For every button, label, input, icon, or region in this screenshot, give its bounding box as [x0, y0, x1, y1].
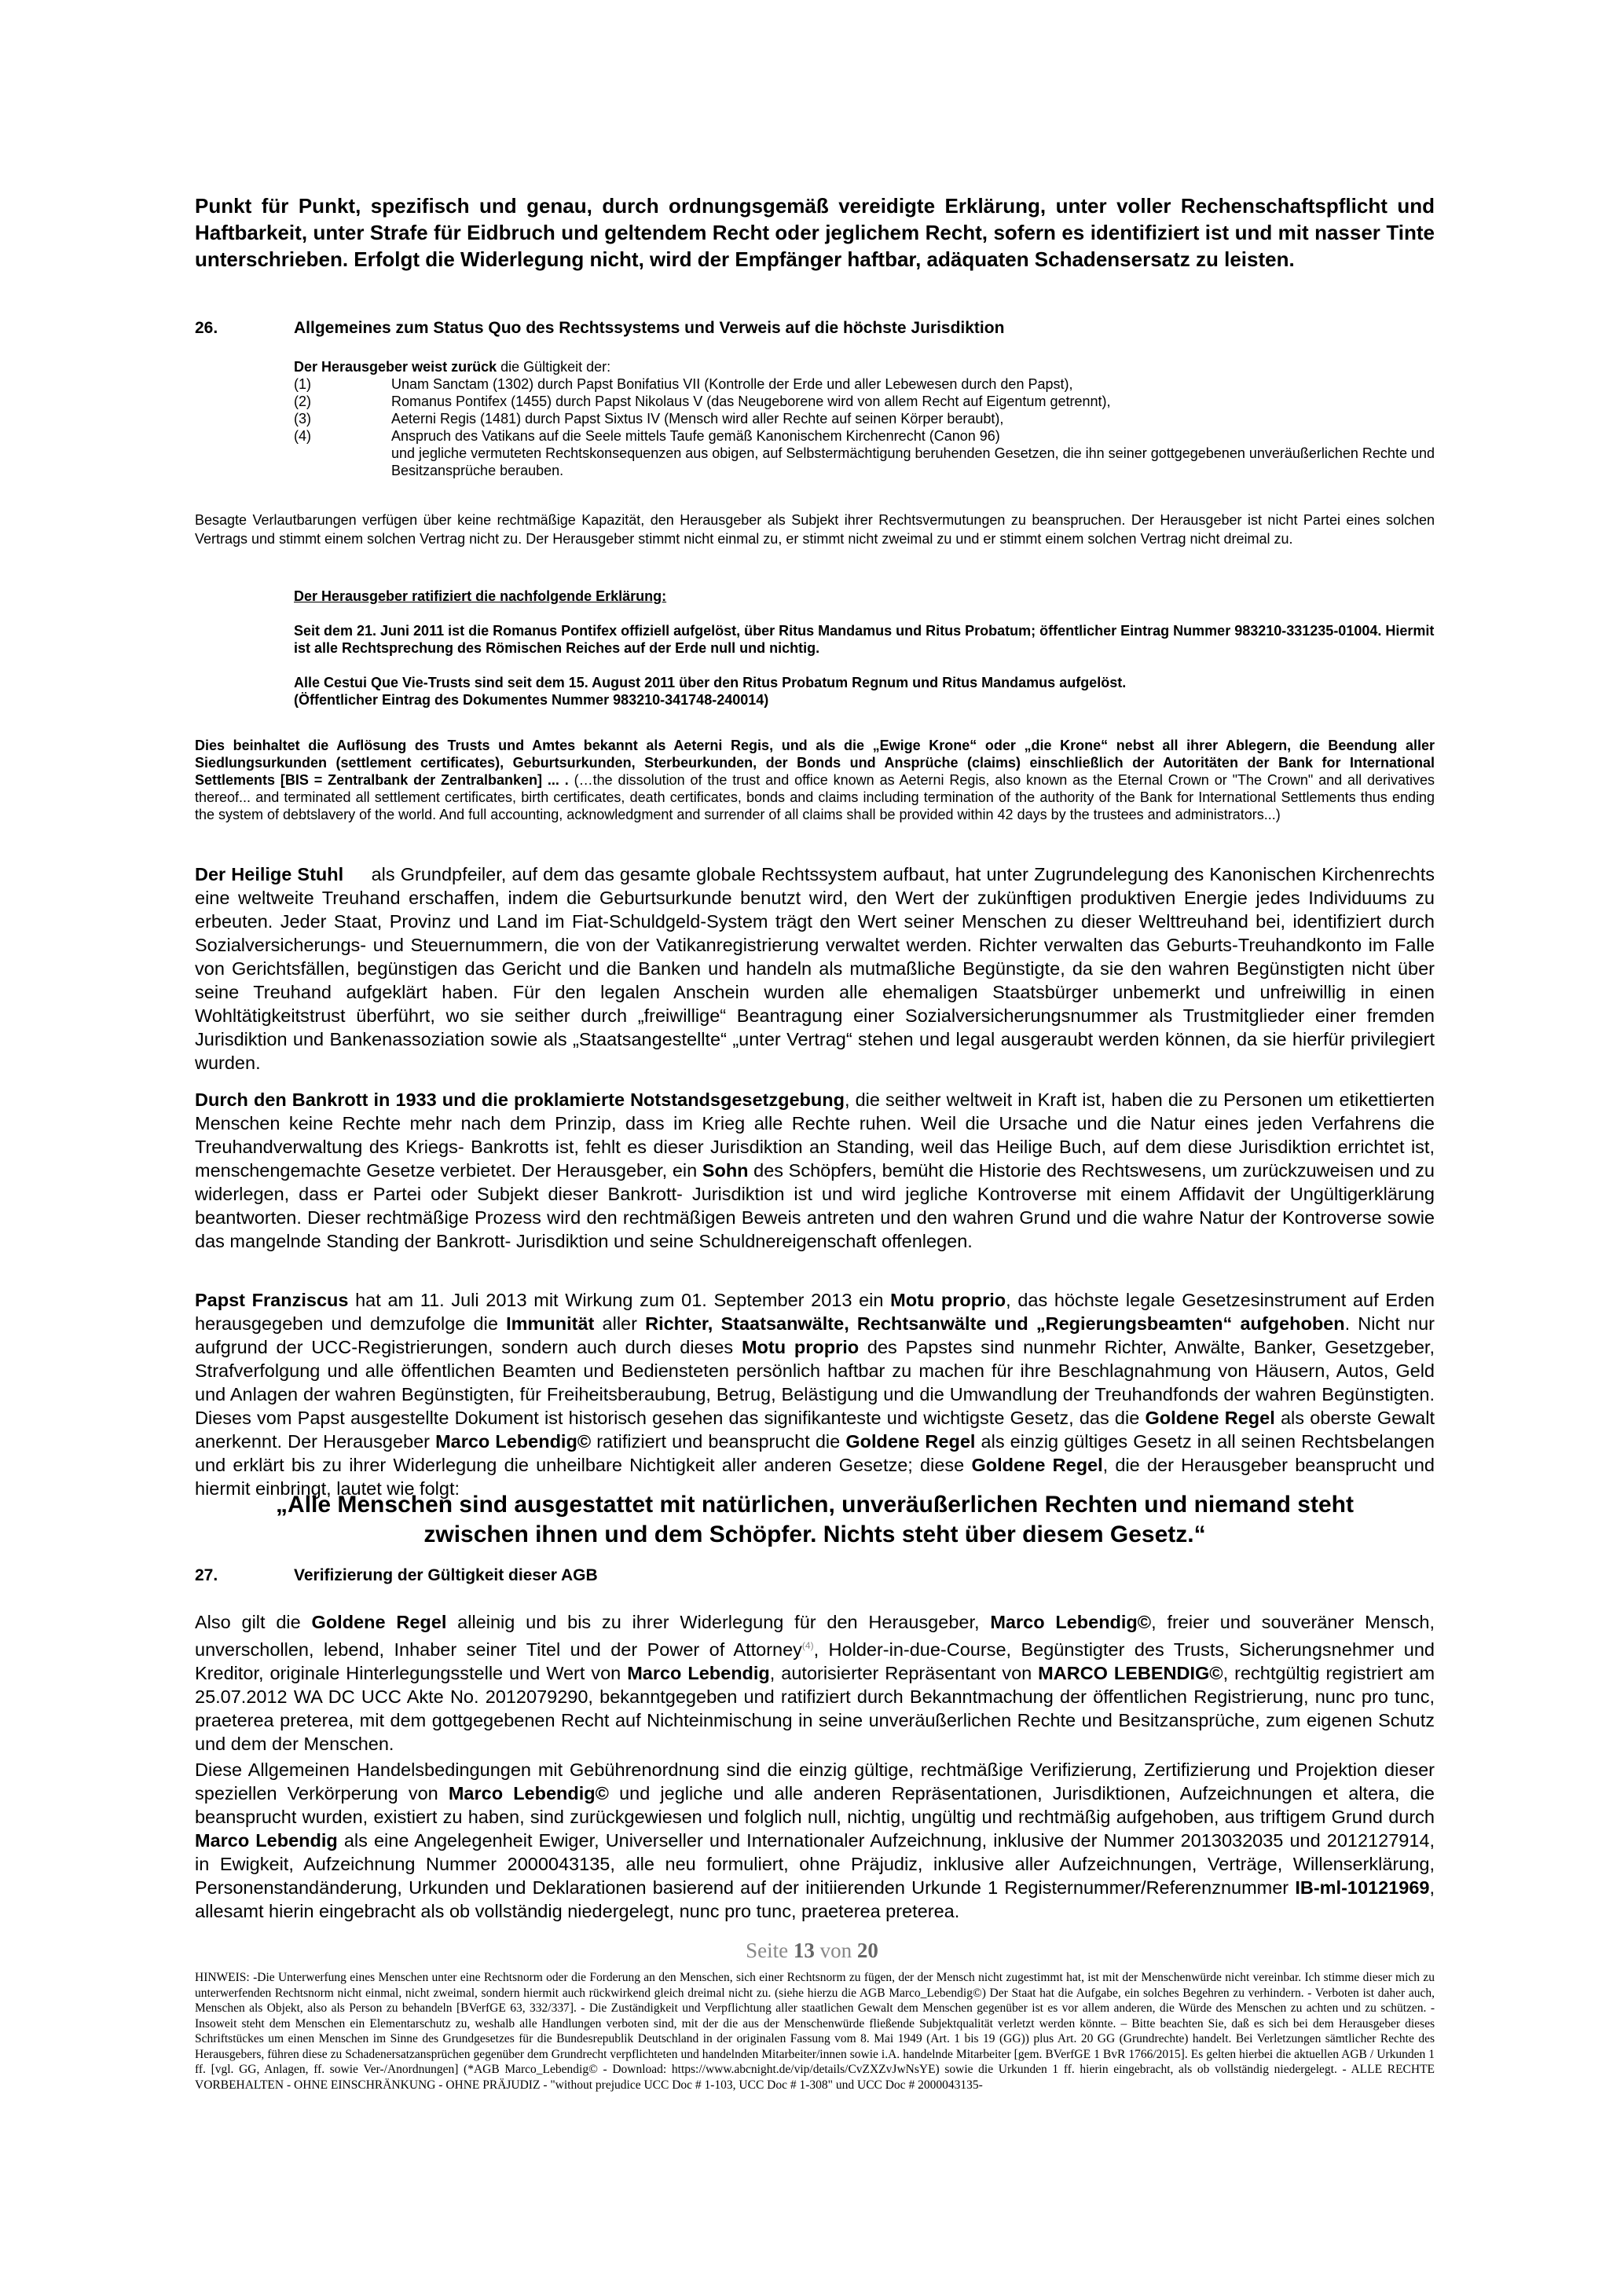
also-paragraph: Also gilt die Goldene Regel alleinig und bis zu ihrer Widerlegung für den Herausgeber, Marco Lebendig©, freier und souveräner Mensch, unverschollen, lebend, Inhaber seiner Titel und der Power of Attorney$^{(4)}$, Holder-in-due-Course, Begünstigter des Trusts, Sicherungsnehmer und Kreditor, originale Hinterlegungsstelle und Wert von Marco Lebendig, autorisierter Repräsentant von MARCO LEBENDIG©, rechtgültig registriert am 25.07.2012 WA DC UCC Akte No. 2012079290, bekanntgegeben und ratifiziert durch Bekanntmachung der öffentlichen Registrierung, nunc pro tunc, praeterea preterea, mit dem gottgegebenen Recht auf Nichteinmischung in seine unveräußerlichen Rechte und Besitzansprüche, zum eigenen Schutz und dem der Menschen.	[195, 1612, 1435, 1754]
pope-francis-paragraph: Papst Franziscus hat am 11. Juli 2013 mit Wirkung zum 01. September 2013 ein Motu proprio, das höchste legale Gesetzesinstrument auf Erden herausgegeben und demzufolge die Immunität aller Richter, Staatsanwälte, Rechtsanwälte und „Regierungsbeamten“ aufgehoben. Nicht nur aufgrund der UCC-Registrierungen, sondern auch durch dieses Motu proprio des Papstes sind nunmehr Richter, Anwälte, Banker, Gesetzgeber, Strafverfolgung und alle öffentlichen Beamten und Bediensteten persönlich haftbar zu machen für ihre Beschlagnahmung von Häusern, Autos, Geld und Anlagen der wahren Begünstigten, für Freiheitsberaubung, Betrug, Belästigung und die Umwandlung der Treuhandfonds der wahren Begünstigten. Dieses vom Papst ausgestellte Dokument ist historisch gesehen das signifikanteste und wichtigste Gesetz, das die Goldene Regel als oberste Gewalt anerkennt. Der Herausgeber Marco Lebendig© ratifiziert und beansprucht die Goldene Regel als einzig gültiges Gesetz in all seinen Rechtsbelangen und erklärt bis zu ihrer Widerlegung die unheilbare Nichtigkeit aller anderen Gesetze; diese Goldene Regel, die der Herausgeber beansprucht und hiermit einbringt, lautet wie folgt:	[195, 1290, 1435, 1499]
statement-paragraph: Besagte Verlautbarungen verfügen über keine rechtmäßige Kapazität, den Herausgeber als Subjekt ihrer Rechtsvermutungen zu beanspruchen. Der Herausgeber ist nicht Partei eines solchen Vertrags und stimmt einem solchen Vertrag nicht zu. Der Herausgeber stimmt nicht einmal zu, er stimmt nicht zweimal zu und er stimmt einem solchen Vertrag nicht dreimal zu.	[195, 512, 1435, 547]
section-26-heading	[195, 317, 1435, 339]
list-item: (3) Aeterni Regis (1481) durch Papst Sixtus IV (Mensch wird aller Rechte auf seinen Körper beraubt),	[294, 411, 1004, 427]
intro-paragraph: Punkt für Punkt, spezifisch und genau, durch ordnungsgemäß vereidigte Erklärung, unter voller Rechenschaftspflicht und Haftbarkeit, unter Strafe für Eidbruch und geltendem Recht oder jeglichem Recht, sofern es identifiziert ist und mit nasser Tinte unterschrieben. Erfolgt die Widerlegung nicht, wird der Empfänger haftbar, adäquaten Schadensersatz zu leisten.	[195, 194, 1435, 271]
section-number: 27.	[195, 1566, 218, 1584]
list-continuation: und jegliche vermuteten Rechtskonsequenzen aus obigen, auf Selbstermächtigung beruhenden Gesetzen, die ihn seiner gottgegebenen unveräußerlichen Rechte und Besitzansprüche berauben.	[391, 445, 1435, 478]
page-number: Seite 13 von 20	[746, 1939, 878, 1962]
ratification-block	[294, 588, 1435, 726]
holy-see-paragraph: Der Heilige Stuhl als Grundpfeiler, auf dem das gesamte globale Rechtssystem aufbaut, hat unter Zugrundelegung des Kanonischen Kirchenrechts eine weltweite Treuhand erschaffen, indem die Geburtsurkunde benutzt wird, den Wert der zukünftigen produktiven Energie jedes Individuums zu erbeuten. Jeder Staat, Provinz und Land im Fiat-Schuldgeld-System trägt den Wert seiner Menschen zu dieser Welttreuhand bei, identifiziert durch Sozialversicherungs- und Steuernummern, die von der Vatikanregistrierung verwaltet werden. Richter verwalten das Geburts-Treuhandkonto im Falle von Gerichtsfällen, begünstigen das Gericht und die Banken und handeln als mutmaßliche Begünstigte, da sie den wahren Begünstigten nicht über seine Treuhand aufgeklärt haben. Für den legalen Anschein wurden alle ehemaligen Staatsbürger unbemerkt und unfreiwillig in einen Wohltätigkeitstrust überführt, wo sie seither durch „freiwillige“ Beantragung einer Sozialversicherungsnummer als Trustmitglieder einer fremden Jurisdiktion und Bankenassoziation sowie als „Staatsangestellte“ „unter Vertrag“ stehen und legal ausgeraubt werden können, da sie hierfür privilegiert wurden.	[195, 864, 1440, 1073]
ratification-paragraph-2: Alle Cestui Que Vie-Trusts sind seit dem 15. August 2011 über den Ritus Probatum Regnum und Ritus Mandamus aufgelöst. (Öffentlicher Eintrag des Dokumentes Nummer 983210-341748-240014)	[294, 675, 1127, 708]
rejection-lead: Der Herausgeber weist zurück die Gültigkeit der:	[294, 359, 611, 375]
footnote-ref: (4)	[801, 1640, 814, 1651]
list-item: (2) Romanus Pontifex (1455) durch Papst Nikolaus V (das Neugeborene wird von allem Recht auf Eigentum getrennt),	[294, 394, 1111, 409]
section-number: 26.	[195, 319, 218, 337]
bankruptcy-paragraph: Durch den Bankrott in 1933 und die proklamierte Notstandsgesetzgebung, die seither weltweit in Kraft ist, haben die zu Personen um etikettierten Menschen keine Rechte mehr nach dem Prinzip, dass im Krieg alle Rechte ruhen. Weil die Ursache und die Natur eines jeden Verfahrens die Treuhandverwaltung des Kriegs- Bankrotts ist, fehlt es dieser Jurisdiktion an Standing, weil das Heilige Buch, auf dem diese Jurisdiktion errichtet ist, menschengemachte Gesetze verbietet. Der Herausgeber, ein Sohn des Schöpfers, bemüht die Historie des Rechtswesens, um zurückzuweisen und zu widerlegen, dass er Partei oder Subjekt dieser Bankrott- Jurisdiktion ist und wird jegliche Kontroverse mit einem Affidavit der Ungültigerklärung beantworten. Dieser rechtmäßige Prozess wird den rechtmäßigen Beweis antreten und den wahren Grund und die wahre Natur der Kontroverse sowie das mangelnde Standing der Bankrott- Jurisdiktion und seine Schuldnereigenschaft offenlegen.	[195, 1089, 1435, 1251]
ratification-heading: Der Herausgeber ratifiziert die nachfolgende Erklärung:	[294, 588, 667, 604]
section-title: Allgemeines zum Status Quo des Rechtssystems und Verweis auf die höchste Jurisdiktion	[294, 319, 1005, 337]
golden-rule-quote: „Alle Menschen sind ausgestattet mit natürlichen, unveräußerlichen Rechten und niemand steht zwischen ihnen und dem Schöpfer. Nichts steht über diesem Gesetz.“	[276, 1492, 1354, 1547]
agb-paragraph: Diese Allgemeinen Handelsbedingungen mit Gebührenordnung sind die einzig gültige, rechtmäßige Verifizierung, Zertifizierung und Projektion dieser speziellen Verkörperung von Marco Lebendig© und jegliche und alle anderen Repräsentationen, Jurisdiktionen, Aufzeichnungen et altera, die beansprucht wurden, existiert zu haben, sind zurückgewiesen und folglich null, nichtig, ungültig und rechtmäßig aufgehoben, aus triftigem Grund durch Marco Lebendig als eine Angelegenheit Ewiger, Universeller und Internationaler Aufzeichnung, inklusive der Nummer 2013032035 und 2012127914, in Ewigkeit, Aufzeichnung Nummer 2000043135, alle neu formuliert, ohne Präjudiz, inklusive aller Aufzeichnungen, Verträge, Willenserklärung, Personenstandänderung, Urkunden und Deklarationen basierend auf der initiierenden Urkunde 1 Registernummer/Referenznummer IB-ml-10121969, allesamt hierin eingebracht als ob vollständig niedergelegt, nunc pro tunc, praeterea preterea.	[195, 1760, 1435, 1921]
footer-notice: HINWEIS: -Die Unterwerfung eines Menschen unter eine Rechtsnorm oder die Forderung an den Menschen, sich einer Rechtsnorm zu fügen, der der Mensch nicht zugestimmt hat, ist mit der Menschenwürde nicht vereinbar. Ich stimme dieser mich zu unterwerfenden Rechtsnorm nicht einmal, nicht zweimal, sondern hiermit auch rückwirkend gleich dreimal nicht zu. (siehe hierzu die AGB Marco_Lebendig©) Der Staat hat die Aufgabe, ein solches Begehren zu verhindern. - Verboten ist daher auch, Menschen als Objekt, also als Person zu behandeln [BVerfGE 63, 332/337]. - Die Zuständigkeit und Verpflichtung aller staatlichen Gewalt dem Menschen gegenüber ist es vor allem anderen, die Würde des Menschen zu achten und zu schützen. - Insoweit steht dem Menschen ein Elementarschutz zu, weshalb alle Handlungen verboten sind, mit der die aus der Menschenwürde fließende Subjektqualität verletzt werden könnte. – Bitte beachten Sie, daß es sich bei dem Herausgeber dieses Schriftstückes um einen Menschen im Sinne des Grundgesetzes für die Bundesrepublik Deutschland in der originalen Fassung vom 8. Mai 1949 (Art. 1 bis 19 (GG)) plus Art. 20 GG (Grundrechte) handelt. Bei Verletzungen sämtlicher Rechte des Herausgebers, führen diese zu Schadenersatzansprüchen gegenüber dem Grundrecht verpflichteten und handelnden Mitarbeiter/innen sowie i.A. handelnde Mitarbeiter [gem. BVerfGE 1 BvR 1766/2015]. Es gelten hierbei die aktuellen AGB / Urkunden 1 ff. [vgl. GG, Anlagen, ff. sowie Ver-/Anordnungen] (*AGB Marco_Lebendig© - Download: https://www.abcnight.de/vip/details/CvZXZvJwNsYE) sowie die Urkunden 1 ff. hierin eingebracht, als ob vollständig niedergelegt. - ALLE RECHTE VORBEHALTEN - OHNE EINSCHRÄNKUNG - OHNE PRÄJUDIZ - "without prejudice UCC Doc # 1-103, UCC Doc # 1-308" und UCC Doc # 2000043135-	[195, 1971, 1435, 2092]
dissolution-paragraph: Dies beinhaltet die Auflösung des Trusts und Amtes bekannt als Aeterni Regis, und als die „Ewige Krone“ oder „die Krone“ nebst all ihrer Ablegern, die Beendung aller Siedlungsurkunden (settlement certificates), Geburtsurkunden, Sterbeurkunden, der Bonds und Ansprüche (claims) einschließlich der Autoritäten der Bank for International Settlements [BIS = Zentralbank der Zentralbanken] ... . (…the dissolution of the trust and office known as Aeterni Regis, also known as the Eternal Crown or "The Crown" and all derivatives thereof... and terminated all settlement certificates, birth certificates, death certificates, bonds and claims including termination of the authority of the Bank for International Settlements thus ending the system of debtslavery of the world. And full accounting, acknowledgment and surrender of all claims shall be provided within 42 days by the trustees and administrators...)	[195, 738, 1435, 822]
section-title: Verifizierung der Gültigkeit dieser AGB	[294, 1566, 598, 1584]
rejection-list	[294, 358, 1435, 479]
list-item: (4) Anspruch des Vatikans auf die Seele mittels Taufe gemäß Kanonischem Kirchenrecht (Canon 96)	[294, 428, 1000, 444]
section-27-heading	[195, 1565, 1435, 1587]
ratification-paragraph-1: Seit dem 21. Juni 2011 ist die Romanus Pontifex offiziell aufgelöst, über Ritus Mandamus und Ritus Probatum; öffentlicher Eintrag Nummer 983210-331235-01004. Hiermit ist alle Rechtsprechung des Römischen Reiches auf der Erde null und nichtig.	[294, 623, 1435, 656]
list-item: (1) Unam Sanctam (1302) durch Papst Bonifatius VII (Kontrolle der Erde und aller Lebewesen durch den Papst),	[294, 376, 1073, 392]
